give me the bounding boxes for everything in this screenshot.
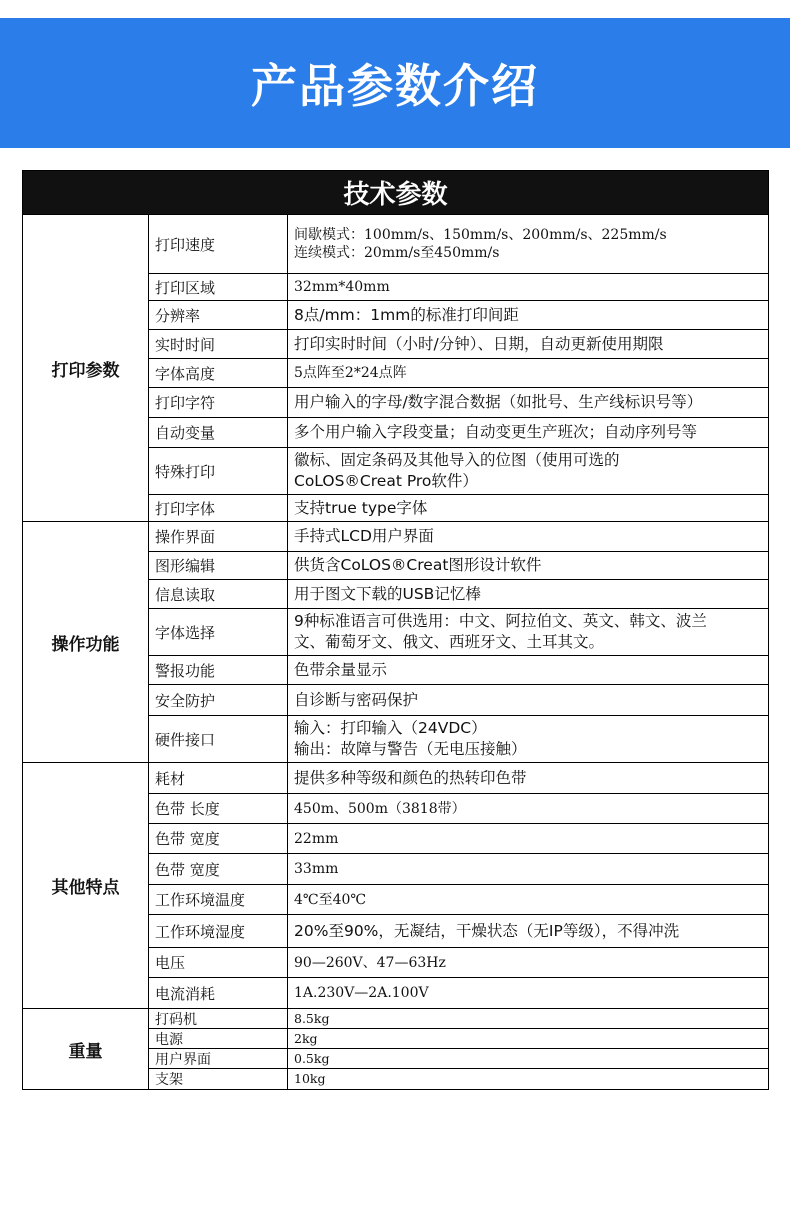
spec-row-value: 用户输入的字母/数字混合数据（如批号、生产线标识号等） <box>294 393 703 411</box>
spec-row-name: 打码机 <box>149 1009 288 1028</box>
spec-row <box>149 447 768 494</box>
spec-row-name: 电压 <box>149 948 288 977</box>
spec-row-value: 输入：打印输入（24VDC） 输出：故障与警告（无电压接触） <box>294 719 527 758</box>
spec-row-name: 实时时间 <box>149 330 288 358</box>
spec-row-name: 打印字体 <box>149 495 288 521</box>
group-rows <box>149 215 768 521</box>
spec-row <box>149 579 768 608</box>
spec-row <box>149 551 768 579</box>
spec-row <box>149 947 768 977</box>
spec-row-value: 4℃至40℃ <box>294 891 367 908</box>
spec-row-name: 工作环境湿度 <box>149 915 288 947</box>
group-rows <box>149 1009 768 1089</box>
spec-row <box>149 914 768 947</box>
spec-row-value: 5点阵至2*24点阵 <box>294 365 407 381</box>
spec-row-value: 支持true type字体 <box>294 498 428 517</box>
spec-row <box>149 417 768 447</box>
spec-table-title: 技术参数 <box>23 171 768 214</box>
spec-row <box>149 823 768 853</box>
spec-row-name: 警报功能 <box>149 656 288 684</box>
spec-row-value: 10kg <box>294 1071 326 1086</box>
group-rows <box>149 763 768 1008</box>
spec-row-name: 安全防护 <box>149 685 288 715</box>
page-title: 产品参数介绍 <box>251 59 539 113</box>
spec-row-value: 1A.230V—2A.100V <box>294 985 429 1001</box>
spec-group <box>23 1008 768 1089</box>
spec-row-value: 2kg <box>294 1030 318 1046</box>
spec-row-name: 色带 宽度 <box>149 824 288 853</box>
spec-row-value: 多个用户输入字段变量；自动变更生产班次；自动序列号等 <box>294 423 698 441</box>
spec-row-value: 徽标、固定条码及其他导入的位图（使用可选的 CoLOS®Creat Pro软件） <box>294 451 620 490</box>
spec-row-value: 0.5kg <box>294 1050 330 1066</box>
header-banner <box>0 18 790 148</box>
spec-row <box>149 300 768 329</box>
spec-row-name: 字体高度 <box>149 359 288 387</box>
spec-row-name: 电源 <box>149 1029 288 1048</box>
spec-row-value: 自诊断与密码保护 <box>294 690 419 709</box>
spec-row <box>149 273 768 300</box>
spec-row-value: 9种标准语言可供选用：中文、阿拉伯文、英文、韩文、波兰 文、葡萄牙文、俄文、西班牙文、土耳其文。 <box>294 612 707 651</box>
spec-row-name: 工作环境温度 <box>149 885 288 914</box>
group-label: 打印参数 <box>23 215 149 521</box>
spec-row-name: 分辨率 <box>149 301 288 329</box>
spec-row-name: 字体选择 <box>149 609 288 655</box>
spec-row-value: 22mm <box>294 830 339 847</box>
spec-row-value: 色带余量显示 <box>294 660 388 679</box>
spec-groups <box>23 214 768 1089</box>
spec-row <box>149 608 768 655</box>
spec-row <box>149 793 768 823</box>
spec-row-name: 图形编辑 <box>149 552 288 579</box>
spec-row <box>149 358 768 387</box>
spec-row <box>149 1028 768 1048</box>
spec-row <box>149 884 768 914</box>
spec-row-name: 自动变量 <box>149 418 288 447</box>
spec-row <box>149 1068 768 1089</box>
spec-row <box>149 215 768 273</box>
spec-row <box>149 853 768 884</box>
spec-row-name: 打印速度 <box>149 215 288 273</box>
spec-row-name: 特殊打印 <box>149 448 288 494</box>
spec-row <box>149 715 768 762</box>
spec-row-name: 支架 <box>149 1069 288 1089</box>
spec-row-name: 信息读取 <box>149 580 288 608</box>
spec-row-name: 硬件接口 <box>149 716 288 762</box>
spec-row-value: 33mm <box>294 861 339 877</box>
spec-row-name: 色带 宽度 <box>149 854 288 884</box>
spec-row-name: 耗材 <box>149 763 288 793</box>
spec-table <box>22 170 769 1090</box>
spec-group <box>23 762 768 1008</box>
spec-row-value: 间歇模式：100mm/s、150mm/s、200mm/s、225mm/s 连续模式：20mm/s至450mm/s <box>294 227 667 261</box>
group-rows <box>149 522 768 762</box>
spec-row-value: 打印实时时间（小时/分钟）、日期，自动更新使用期限 <box>294 334 664 353</box>
spec-row-name: 电流消耗 <box>149 978 288 1008</box>
spec-row-value: 供货含CoLOS®Creat图形设计软件 <box>294 556 542 574</box>
spec-row-name: 操作界面 <box>149 522 288 551</box>
spec-row-name: 用户界面 <box>149 1049 288 1068</box>
spec-group <box>23 214 768 521</box>
spec-row <box>149 494 768 521</box>
spec-row-value: 8.5kg <box>294 1010 330 1026</box>
spec-row <box>149 1048 768 1068</box>
spec-row-value: 用于图文下载的USB记忆棒 <box>294 584 481 603</box>
spec-row <box>149 977 768 1008</box>
group-label: 操作功能 <box>23 522 149 762</box>
spec-row-value: 450m、500m（3818带） <box>294 800 466 817</box>
spec-row-name: 色带 长度 <box>149 794 288 823</box>
spec-row-value: 8点/mm：1mm的标准打印间距 <box>294 305 519 324</box>
spec-group <box>23 521 768 762</box>
spec-row-value: 20%至90%，无凝结，干燥状态（无IP等级），不得冲洗 <box>294 921 680 940</box>
spec-row <box>149 329 768 358</box>
spec-row <box>149 763 768 793</box>
spec-row <box>149 522 768 551</box>
spec-row <box>149 684 768 715</box>
spec-row <box>149 387 768 417</box>
group-label: 其他特点 <box>23 763 149 1008</box>
group-label: 重量 <box>23 1009 149 1089</box>
spec-row-value: 32mm*40mm <box>294 279 390 295</box>
spec-row <box>149 655 768 684</box>
spec-row-value: 90—260V、47—63Hz <box>294 954 446 971</box>
spec-row-name: 打印字符 <box>149 388 288 417</box>
spec-row-value: 提供多种等级和颜色的热转印色带 <box>294 768 527 787</box>
spec-row <box>149 1009 768 1028</box>
spec-row-name: 打印区域 <box>149 274 288 300</box>
spec-row-value: 手持式LCD用户界面 <box>294 527 434 545</box>
